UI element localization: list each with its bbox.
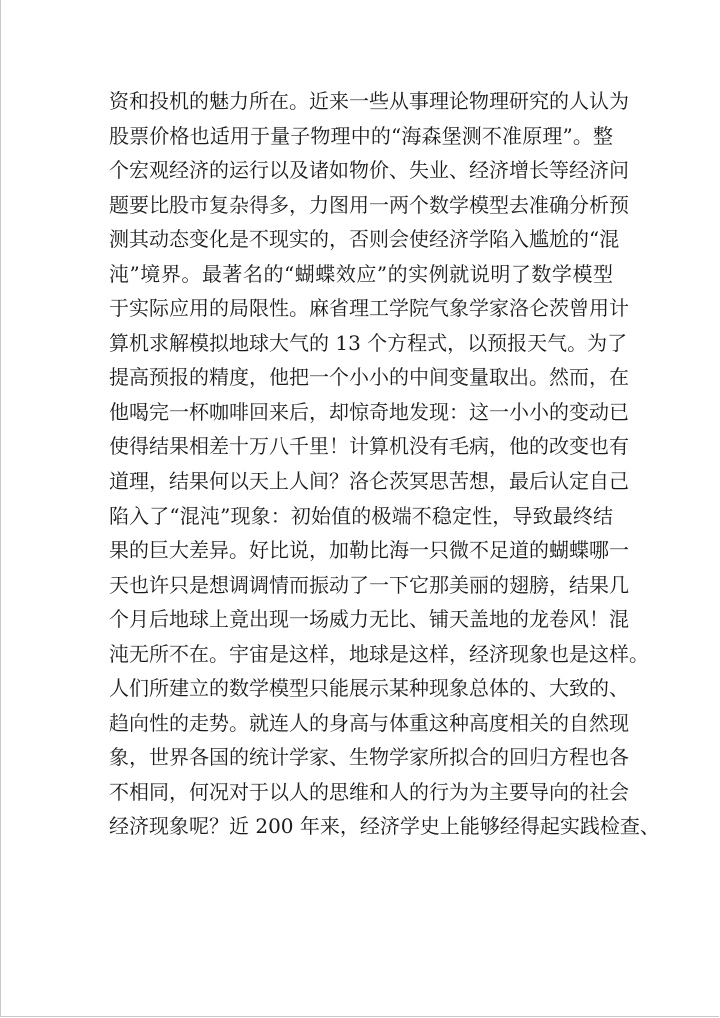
text-line: 人们所建立的数学模型只能展示某种现象总体的、大致的、 bbox=[109, 676, 629, 701]
text-line: 趋向性的走势。就连人的身高与体重这种高度相关的自然现 bbox=[109, 710, 629, 735]
body-paragraph bbox=[109, 84, 660, 844]
text-line: 个月后地球上竟出现一场威力无比、铺天盖地的龙卷风！混 bbox=[109, 607, 629, 632]
text-line: 股票价格也适用于量子物理中的“海森堡测不准原理”。整 bbox=[109, 123, 613, 148]
text-line: 沌”境界。最著名的“蝴蝶效应”的实例就说明了数学模型 bbox=[109, 261, 613, 286]
text-line: 提高预报的精度，他把一个小小的中间变量取出。然而，在 bbox=[109, 365, 629, 390]
text-line: 资和投机的魅力所在。近来一些从事理论物理研究的人认为 bbox=[109, 89, 629, 113]
text-line: 题要比股市复杂得多，力图用一两个数学模型去准确分析预 bbox=[109, 192, 629, 217]
text-line: 个宏观经济的运行以及诸如物价、失业、经济增长等经济问 bbox=[109, 158, 629, 183]
text-line: 算机求解模拟地球大气的 13 个方程式，以预报天气。为了 bbox=[109, 330, 628, 355]
text-line: 沌无所不在。宇宙是这样，地球是这样，经济现象也是这样。 bbox=[109, 641, 649, 666]
text-line: 象，世界各国的统计学家、生物学家所拟合的回归方程也各 bbox=[109, 745, 629, 770]
text-line: 不相同，何况对于以人的思维和人的行为为主要导向的社会 bbox=[109, 779, 629, 804]
text-line: 他喝完一杯咖啡回来后，却惊奇地发现：这一小小的变动已 bbox=[109, 399, 629, 424]
text-line: 测其动态变化是不现实的，否则会使经济学陷入尴尬的“混 bbox=[109, 227, 620, 252]
text-line: 经济现象呢？近 200 年来，经济学史上能够经得起实践检查、 bbox=[109, 814, 660, 839]
text-line: 道理，结果何以天上人间？洛仑茨冥思苦想，最后认定自己 bbox=[109, 469, 629, 494]
text-line: 使得结果相差十万八千里！计算机没有毛病，他的改变也有 bbox=[109, 434, 629, 459]
text-line: 于实际应用的局限性。麻省理工学院气象学家洛仑茨曾用计 bbox=[109, 296, 629, 321]
text-line: 陷入了“混沌”现象：初始值的极端不稳定性，导致最终结 bbox=[109, 503, 613, 528]
text-line: 果的巨大差异。好比说，加勒比海一只微不足道的蝴蝶哪一 bbox=[109, 538, 629, 563]
text-line: 天也许只是想调调情而振动了一下它那美丽的翅膀，结果几 bbox=[109, 572, 629, 597]
